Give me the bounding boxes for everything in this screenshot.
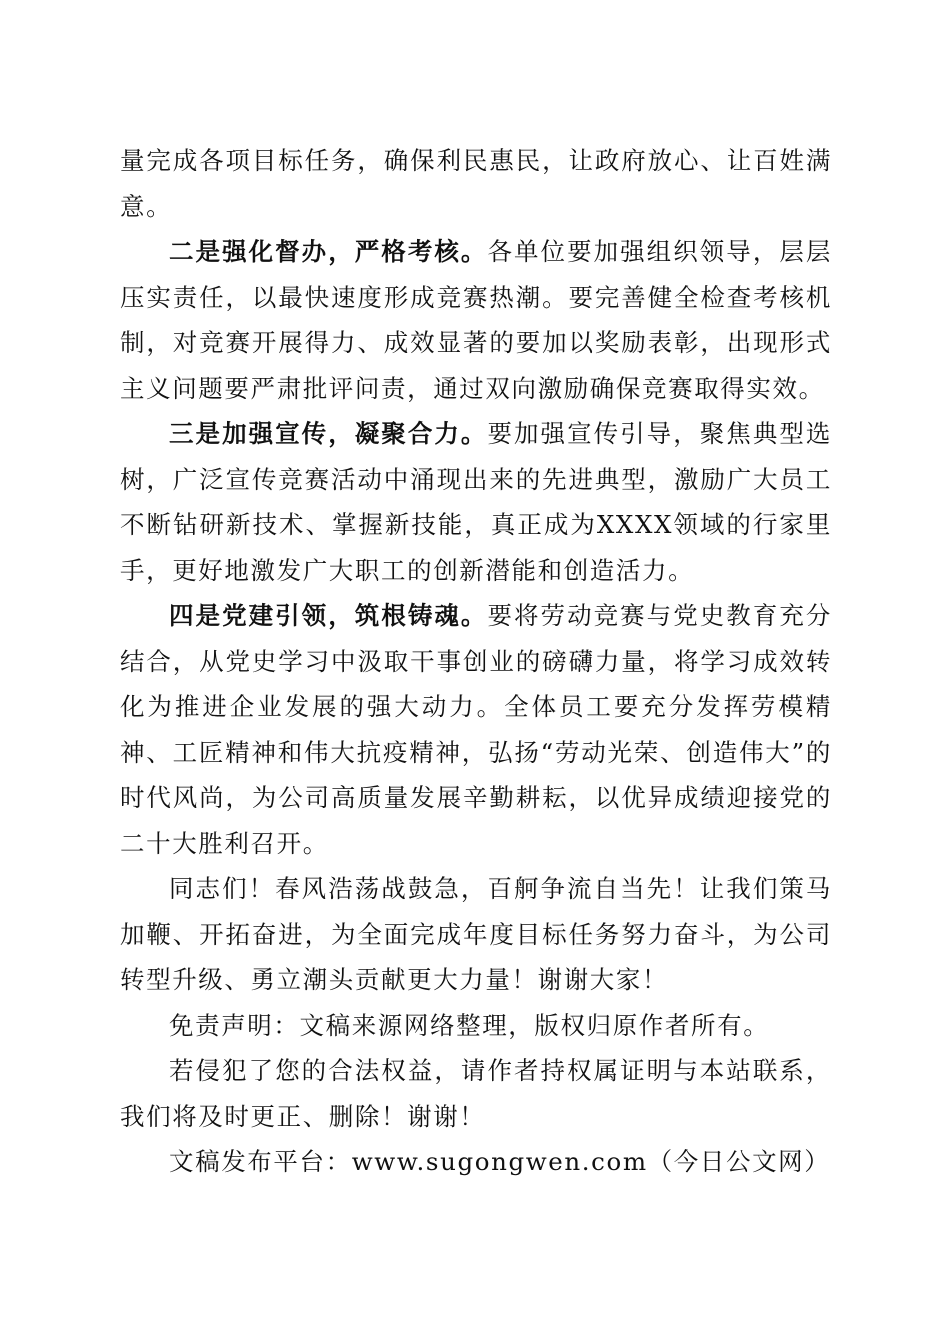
paragraph-continuation: [120, 138, 832, 229]
paragraph-text: 要加强宣传引导，聚焦典型选树，广泛宣传竞赛活动中涌现出来的先进典型，激励广大员工不断钻研新技术、掌握新技能，真正成为XXXX领域的行家里手，更好地激发广大职工的创新潜能和创造活力。: [120, 419, 832, 585]
paragraph-text: 要将劳动竞赛与党史教育充分结合，从党史学习中汲取干事创业的磅礴力量，将学习成效转化为推进企业发展的强大动力。全体员工要充分发挥劳模精神、工匠精神和伟大抗疫精神，弘扬“劳动光荣、创造伟大”的时代风尚，为公司高质量发展辛勤耕耘，以优异成绩迎接党的二十大胜利召开。: [120, 601, 832, 858]
publisher-line: [120, 1139, 832, 1185]
paragraph-publicity: [120, 411, 832, 593]
paragraph-text: 各单位要加强组织领导，层层压实责任，以最快速度形成竞赛热潮。要完善健全检查考核机制，对竞赛开展得力、成效显著的要加以奖励表彰，出现形式主义问题要严肃批评问责，通过双向激励确保竞赛取得实效。: [120, 237, 832, 403]
paragraph-supervision: [120, 229, 832, 411]
paragraph-text: 文稿发布平台：www.sugongwen.com（今日公文网）: [169, 1147, 831, 1176]
paragraph-text: 同志们！春风浩荡战鼓急，百舸争流自当先！让我们策马加鞭、开拓奋进，为全面完成年度目标任务努力奋斗，为公司转型升级、勇立潮头贡献更大力量！谢谢大家！: [120, 874, 832, 994]
paragraph-party-building: [120, 593, 832, 866]
paragraph-text: 若侵犯了您的合法权益，请作者持权属证明与本站联系，我们将及时更正、删除！谢谢！: [120, 1056, 832, 1131]
paragraph-heading: 二是强化督办，严格考核。: [169, 237, 488, 266]
paragraph-text: 免责声明：文稿来源网络整理，版权归原作者所有。: [169, 1010, 770, 1040]
paragraph-heading: 四是党建引领，筑根铸魂。: [169, 601, 488, 630]
paragraph-text: 量完成各项目标任务，确保利民惠民，让政府放心、让百姓满意。: [120, 146, 832, 221]
copyright-notice: [120, 1048, 832, 1139]
paragraph-heading: 三是加强宣传，凝聚合力。: [169, 419, 488, 448]
paragraph-closing: [120, 866, 832, 1003]
disclaimer-line: [120, 1003, 832, 1049]
document-body: [120, 138, 832, 1185]
